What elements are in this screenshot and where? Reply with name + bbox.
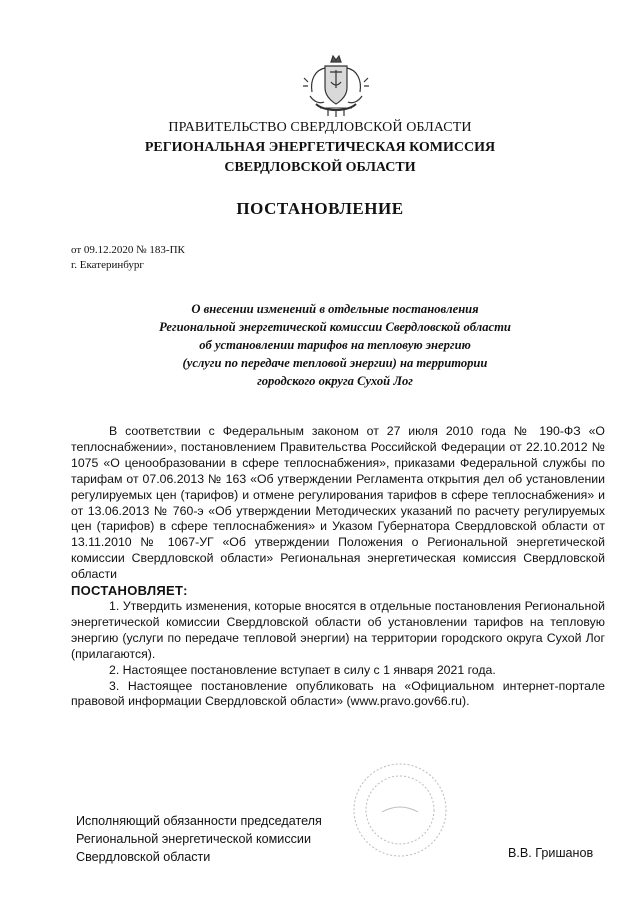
coat-of-arms-icon xyxy=(300,52,372,118)
government-name: ПРАВИТЕЛЬСТВО СВЕРДЛОВСКОЙ ОБЛАСТИ xyxy=(168,120,472,135)
signature-position-line: Свердловской области xyxy=(76,850,211,864)
signer-name: В.В. Гришанов xyxy=(508,846,594,860)
decree-item-1: 1. Утвердить изменения, которые вносятся в отдельные постановления Региональной энергетической комиссии Свердловской области об установлении тарифов на тепловую энергию (услуги по передаче тепловой энергии) на территории городского округа Сухой Лог (прилагаются). xyxy=(71,598,605,661)
signature-position-line: Региональной энергетической комиссии xyxy=(76,832,312,846)
signature-position-line: Исполняющий обязанности председателя xyxy=(76,814,322,828)
commission-name-line1: РЕГИОНАЛЬНАЯ ЭНЕРГЕТИЧЕСКАЯ КОМИССИЯ xyxy=(144,140,496,155)
preamble-paragraph: В соответствии с Федеральным законом от 27 июля 2010 года № 190-ФЗ «О теплоснабжении», постановлением Правительства Российской Федерации от 22.10.2012 № 1075 «О ценообразовании в сфере теплоснабжения», приказами Федеральной службы по тарифам от 07.06.2013 № 163 «Об утверждении Регламента открытия дел об установлении регулируемых цен (тарифов) и отмене регулирования тарифов в сфере теплоснабжения» и от 13.06.2013 № 760-э «Об утверждении Методических указаний по расчету регулируемых цен (тарифов) в сфере теплоснабжения» и Указом Губернатора Свердловской области от 13.11.2010 № 1067-УГ «Об утверждении Положения о Региональной энергетической комиссии Свердловской области» Региональная энергетическая комиссия Свердловской области xyxy=(71,424,605,582)
subject-line: (услуги по передаче тепловой энергии) на территории xyxy=(182,356,488,370)
document-date-number: от 09.12.2020 № 183-ПК xyxy=(71,244,185,256)
official-stamp-icon xyxy=(350,760,450,860)
signature-position xyxy=(76,812,322,866)
decree-item-2: 2. Настоящее постановление вступает в силу с 1 января 2021 года. xyxy=(109,662,496,677)
commission-name-line2: СВЕРДЛОВСКОЙ ОБЛАСТИ xyxy=(224,160,416,175)
decree-item-3: 3. Настоящее постановление опубликовать на «Официальном интернет-портале правовой информации Свердловской области» (www.pravo.gov66.ru). xyxy=(71,678,605,709)
subject-line: Региональной энергетической комиссии Свердловской области xyxy=(159,320,511,334)
document-body xyxy=(71,424,605,710)
subject-line: об установлении тарифов на тепловую энергию xyxy=(199,338,471,352)
document-city: г. Екатеринбург xyxy=(71,259,144,271)
subject-line: О внесении изменений в отдельные постановления xyxy=(191,302,479,316)
decree-word: ПОСТАНОВЛЯЕТ: xyxy=(71,583,188,599)
subject-line: городского округа Сухой Лог xyxy=(257,374,413,388)
document-subject xyxy=(100,300,570,390)
document-type-title: ПОСТАНОВЛЕНИЕ xyxy=(236,199,404,218)
